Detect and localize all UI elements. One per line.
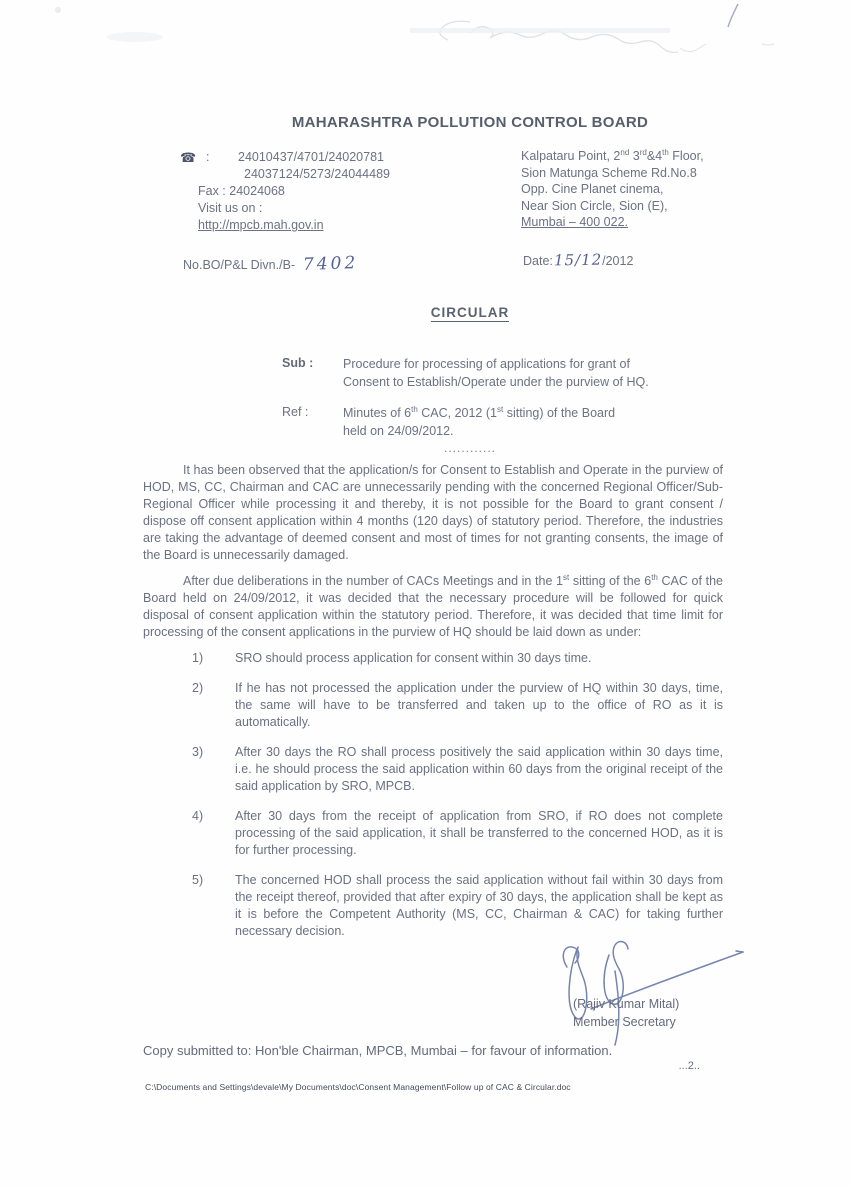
reference-label: Ref : xyxy=(282,405,309,419)
pencil-scribble-artifact xyxy=(410,0,850,62)
address-line-5: Mumbai – 400 022. xyxy=(521,215,629,229)
reference-number xyxy=(183,253,359,275)
list-item-number: 3) xyxy=(192,745,204,759)
circular-heading: CIRCULAR xyxy=(430,305,510,320)
signatory-name: (Rajiv Kumar Mital) xyxy=(573,997,680,1011)
signature-scribble xyxy=(545,933,755,1051)
list-item-text: If he has not processed the application under the purview of HQ within 30 days, time, the same will have to be transferred and taken up to the office of RO as it is automatically. xyxy=(235,681,723,729)
paragraph-1: It has been observed that the application/s for Consent to Establish and Operate in the purview of HOD, MS, CC, Chairman and CAC are unnecessarily pending with the concerned Regional Officer/Sub-Regional Officer while processing it and thereby, it is not possible for the Board to grant consent / dispose off consent application within 4 months (120 days) of statutory period. Therefore, the industries are taking the advantage of deemed consent and most of times for not granting consents, the image of the Board is unnecessarily damaged. xyxy=(143,463,723,562)
reference-number-handwritten: 7402 xyxy=(302,253,359,275)
paragraph-2: After due deliberations in the number of CACs Meetings and in the 1st sitting of the 6th CAC of the Board held on 24/09/2012, it was decided that the necessary procedure will be followed for quick disposal of consent application within the statutory period. Therefore, it was decided that time limit for processing of the consent applications in the purview of HQ should be laid down as under: xyxy=(143,572,723,639)
copy-line: Copy submitted to: Hon'ble Chairman, MPCB, Mumbai – for favour of information. xyxy=(143,1043,613,1058)
visit-line: Visit us on : xyxy=(198,201,263,215)
address-block xyxy=(521,148,841,231)
separator-dots: ............ xyxy=(443,441,496,455)
body-content xyxy=(143,462,723,953)
corner-smudge-artifact xyxy=(40,2,180,72)
fax-line: Fax : 24024068 xyxy=(198,184,285,198)
phone-row xyxy=(180,149,510,183)
signature-block xyxy=(573,996,679,1031)
address-line-2: Sion Matunga Scheme Rd.No.8 xyxy=(521,165,697,180)
signatory-title: Member Secretary xyxy=(573,1014,676,1029)
numbered-list xyxy=(143,650,723,940)
board-title: MAHARASHTRA POLLUTION CONTROL BOARD xyxy=(291,114,649,131)
list-item xyxy=(143,744,723,795)
address-line-1: Kalpataru Point, 2nd 3rd&4th Floor, xyxy=(521,147,704,163)
phone-icon: ☎ xyxy=(180,150,197,165)
reference-number-printed: No.BO/P&L Divn./B- xyxy=(183,258,296,272)
list-item-text: After 30 days the RO shall process positively the said application within 30 days time, i.e. he should process the said application within 60 days from the original receipt of the said application by SRO, MPCB. xyxy=(235,745,723,793)
address-line-3: Opp. Cine Planet cinema, xyxy=(521,182,664,196)
address-line-4: Near Sion Circle, Sion (E), xyxy=(521,198,668,213)
date-handwritten: 15/12 xyxy=(553,250,603,270)
list-item-number: 4) xyxy=(192,809,204,823)
circular-heading-row xyxy=(90,304,850,322)
reference-text-line2: held on 24/09/2012. xyxy=(343,423,454,438)
reference-text xyxy=(343,405,733,440)
file-path: C:\Documents and Settings\devale\My Documents\doc\Consent Management\Follow up of CAC & Circular.doc xyxy=(145,1082,571,1092)
list-item-number: 5) xyxy=(192,873,204,887)
contact-block xyxy=(180,149,510,234)
list-item-text: The concerned HOD shall process the said application without fail within 30 days from the receipt thereof, provided that after expiry of 30 days, the application shall be kept as it is before the Competent Authority (MS, CC, Chairman & CAC) for taking further necessary decision. xyxy=(235,873,723,938)
list-item xyxy=(143,808,723,859)
date-row xyxy=(523,250,634,270)
date-label: Date: xyxy=(523,254,553,268)
phone-numbers-line2: 24037124/5273/24044489 xyxy=(244,167,390,181)
reference-text-line1: Minutes of 6th CAC, 2012 (1st sitting) of the Board xyxy=(343,404,616,420)
list-item-number: 1) xyxy=(192,651,204,665)
subject-text: Procedure for processing of applications for grant of Consent to Establish/Operate under the purview of HQ. xyxy=(343,357,649,389)
page-marker: ...2.. xyxy=(678,1060,700,1072)
phone-numbers-line1: 24010437/4701/24020781 xyxy=(238,150,384,164)
date-year: /2012 xyxy=(602,254,634,268)
website-link: http://mpcb.mah.gov.in xyxy=(198,218,324,232)
list-item xyxy=(143,680,723,731)
phone-colon: : xyxy=(206,150,210,164)
subject-label: Sub : xyxy=(282,356,314,370)
list-item xyxy=(143,872,723,940)
list-item-text: SRO should process application for consent within 30 days time. xyxy=(235,651,592,665)
list-item-number: 2) xyxy=(192,681,204,695)
list-item-text: After 30 days from the receipt of application from SRO, if RO does not complete processing of the said application, it shall be transferred to the concerned HOD, as it is for further processing. xyxy=(235,809,723,857)
list-item xyxy=(143,650,723,667)
